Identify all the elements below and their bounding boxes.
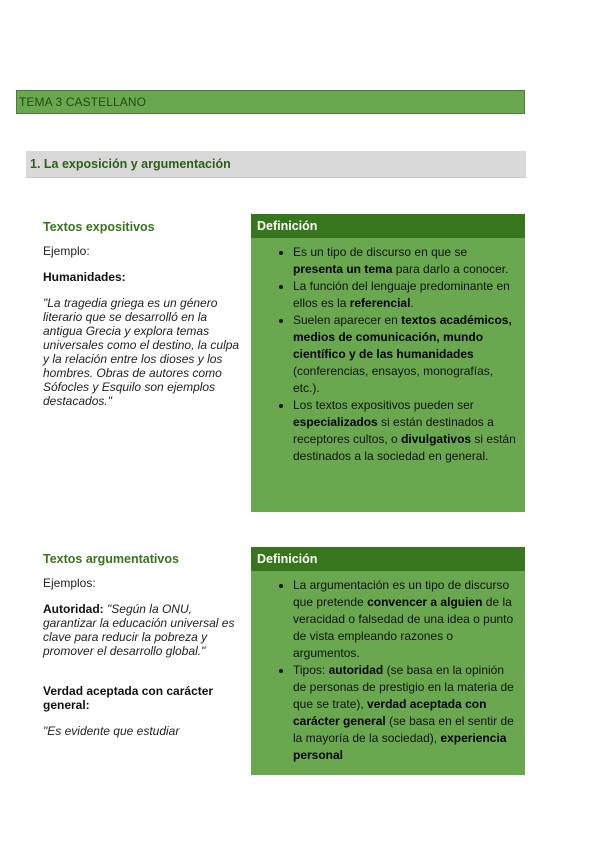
definition-list — [251, 244, 517, 465]
definition-bullet: • Suelen aparecer en textos académicos, medios de comunicación, mundo científico y de las humanidades (conferencias, ensayos, monografías, etc.). — [293, 312, 517, 397]
definition-card-expositivos — [251, 214, 525, 512]
example-autoridad — [43, 602, 248, 658]
expositivos-heading: Textos expositivos — [43, 220, 155, 234]
example-subheading: Verdad aceptada con carácter general: — [43, 684, 214, 712]
argumentativos-column — [43, 552, 248, 750]
example-quote: "La tragedia griega es un género literario que se desarrolló en la antigua Grecia y explora temas universales como el destino, la culpa y la relación entre los dioses y los hombres. Obras de autores como Sófocles y Esquilo son ejemplos destacados." — [43, 296, 240, 408]
example-subheading: Autoridad: — [43, 602, 104, 616]
example-label: Ejemplos: — [43, 576, 96, 590]
definition-card-argumentativos — [251, 547, 525, 775]
definition-card-title: Definición — [251, 214, 525, 238]
example-quote: "Según la ONU, garantizar la educación universal es clave para reducir la pobreza y promover el desarrollo global." — [43, 602, 235, 658]
definition-card-title: Definición — [251, 547, 525, 571]
example-label: Ejemplo: — [43, 244, 90, 258]
definition-bullet: • Es un tipo de discurso en que se presenta un tema para darlo a conocer. — [293, 244, 517, 278]
document-banner: TEMA 3 CASTELLANO — [16, 90, 525, 114]
definition-bullet: • La argumentación es un tipo de discurso que pretende convencer a alguien de la veracidad o falsedad de una idea o punto de vista empleando razones o argumentos. — [293, 577, 517, 662]
definition-bullet: • Los textos expositivos pueden ser especializados si están destinados a receptores cultos, o divulgativos si están destinados a la sociedad en general. — [293, 397, 517, 465]
section-heading: 1. La exposición y argumentación — [26, 151, 526, 178]
definition-bullet: • Tipos: autoridad (se basa en la opinión de personas de prestigio en la materia de que se trate), verdad aceptada con carácter general (se basa en el sentir de la mayoría de la sociedad), experiencia personal — [293, 662, 517, 764]
example-subheading: Humanidades: — [43, 270, 126, 284]
argumentativos-heading: Textos argumentativos — [43, 552, 179, 566]
expositivos-column — [43, 220, 248, 420]
definition-bullet: • La función del lenguaje predominante en ellos es la referencial. — [293, 278, 517, 312]
definition-list — [251, 577, 517, 764]
example-quote: "Es evidente que estudiar — [43, 724, 180, 738]
